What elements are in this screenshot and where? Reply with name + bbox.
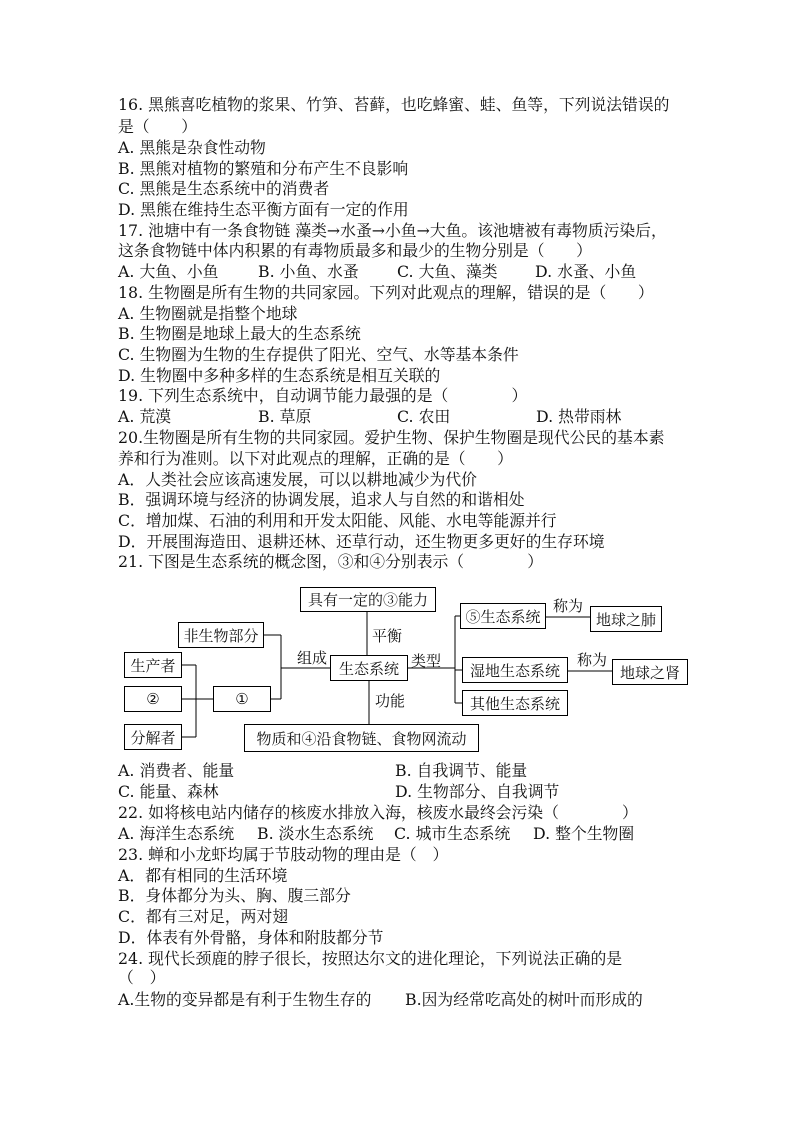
question-23-option-a: A．都有相同的生活环境: [118, 866, 288, 885]
question-18-option-d: D. 生物圈中多种多样的生态系统是相互关联的: [118, 366, 441, 385]
question-23-option-c: C．都有三对足，两对翅: [118, 907, 289, 926]
question-22-option-a: A. 海洋生态系统: [118, 824, 235, 843]
question-24-option-a: A.生物的变异都是有利于生物生存的: [118, 990, 372, 1009]
label-function: 功能: [375, 692, 406, 710]
question-21-option-a: A. 消费者、能量: [118, 761, 235, 780]
box-abiotic-part: 非生物部分: [178, 622, 264, 648]
box-ecosystem: 生态系统: [330, 655, 408, 681]
box-matter-flow: 物质和④沿食物链、食物网流动: [244, 724, 479, 752]
question-23-stem: 23. 蝉和小龙虾均属于节肢动物的理由是（ ）: [118, 845, 449, 864]
question-17-option-d: D. 水蚤、小鱼: [535, 262, 637, 281]
question-21-stem: 21. 下图是生态系统的概念图，③和④分别表示（ ）: [118, 552, 544, 571]
question-23-option-b: B．身体都分为头、胸、腹三部分: [118, 886, 351, 905]
question-22-option-b: B. 淡水生态系统: [257, 824, 374, 843]
box-earth-kidneys: 地球之肾: [612, 659, 688, 685]
question-22-stem: 22. 如将核电站内储存的核废水排放入海，核废水最终会污染（ ）: [118, 803, 638, 822]
box-blank-1: ①: [213, 686, 271, 712]
question-16-stem-line-2: 是（ ）: [118, 117, 197, 136]
box-ecosystem-type-5: ⑤生态系统: [460, 603, 546, 629]
question-24-stem-line-1: 24. 现代长颈鹿的脖子很长，按照达尔文的进化理论，下列说法正确的是: [118, 949, 623, 968]
question-18-stem: 18. 生物圈是所有生物的共同家园。下列对此观点的理解，错误的是（ ）: [118, 283, 654, 302]
question-19-option-d: D. 热带雨林: [536, 407, 622, 426]
label-called-1: 称为: [553, 597, 584, 615]
box-wetland-ecosystem: 湿地生态系统: [462, 657, 568, 683]
question-20-option-a: A．人类社会应该高速发展，可以以耕地减少为代价: [118, 470, 477, 489]
question-21-option-c: C. 能量、森林: [118, 782, 219, 801]
question-16-stem-line-1: 16. 黑熊喜吃植物的浆果、竹笋、苔藓，也吃蜂蜜、蛙、鱼等，下列说法错误的: [118, 95, 670, 114]
box-decomposer: 分解者: [124, 724, 182, 750]
question-19-option-c: C. 农田: [397, 407, 451, 426]
question-19-option-b: B. 草原: [258, 407, 312, 426]
question-20-option-d: D．开展围海造田、退耕还林、还草行动，还生物更多更好的生存环境: [118, 532, 605, 551]
question-18-option-b: B. 生物圈是地球上最大的生态系统: [118, 324, 361, 343]
question-18-option-c: C. 生物圈为生物的生存提供了阳光、空气、水等基本条件: [118, 345, 519, 364]
question-19-option-a: A. 荒漠: [118, 407, 172, 426]
question-16-option-d: D. 黑熊在维持生态平衡方面有一定的作用: [118, 200, 409, 219]
question-24-option-b: B.因为经常吃高处的树叶而形成的: [405, 990, 643, 1009]
label-called-2: 称为: [577, 651, 608, 669]
box-earth-lungs: 地球之肺: [590, 606, 662, 632]
question-17-option-b: B. 小鱼、水蚤: [258, 262, 359, 281]
question-23-option-d: D．体表有外骨骼，身体和附肢都分节: [118, 928, 384, 947]
question-20-option-c: C．增加煤、石油的利用和开发太阳能、风能、水电等能源并行: [118, 511, 557, 530]
question-21-option-d: D. 生物部分、自我调节: [395, 782, 560, 801]
question-21-option-b: B. 自我调节、能量: [395, 761, 528, 780]
label-compose: 组成: [297, 649, 328, 667]
question-20-option-b: B．强调环境与经济的协调发展，追求人与自然的和谐相处: [118, 490, 525, 509]
box-self-regulation-ability: 具有一定的③能力: [300, 587, 436, 612]
question-16-option-c: C. 黑熊是生态系统中的消费者: [118, 179, 330, 198]
question-20-stem-line-2: 养和行为准则。以下对此观点的理解，正确的是（ ）: [118, 449, 513, 468]
label-balance: 平衡: [372, 627, 403, 645]
question-16-option-b: B. 黑熊对植物的繁殖和分布产生不良影响: [118, 159, 409, 178]
label-type: 类型: [411, 652, 442, 670]
box-other-ecosystems: 其他生态系统: [462, 690, 568, 716]
question-18-option-a: A. 生物圈就是指整个地球: [118, 304, 298, 323]
question-20-stem-line-1: 20.生物圈是所有生物的共同家园。爱护生物、保护生物圈是现代公民的基本素: [118, 428, 665, 447]
question-17-option-c: C. 大鱼、藻类: [397, 262, 498, 281]
question-17-stem-line-2: 这条食物链中体内积累的有毒物质最多和最少的生物分别是（ ）: [118, 241, 592, 260]
question-24-stem-line-2: （ ）: [118, 968, 166, 987]
question-22-option-c: C. 城市生态系统: [394, 824, 511, 843]
question-22-option-d: D. 整个生物圈: [533, 824, 635, 843]
question-17-stem-line-1: 17. 池塘中有一条食物链 藻类→水蚤→小鱼→大鱼。该池塘被有毒物质污染后，: [118, 221, 667, 240]
box-blank-2: ②: [124, 686, 182, 712]
box-producer: 生产者: [124, 652, 182, 678]
question-17-option-a: A. 大鱼、小鱼: [118, 262, 219, 281]
question-19-stem: 19. 下列生态系统中，自动调节能力最强的是（ ）: [118, 386, 528, 405]
question-16-option-a: A. 黑熊是杂食性动物: [118, 138, 266, 157]
